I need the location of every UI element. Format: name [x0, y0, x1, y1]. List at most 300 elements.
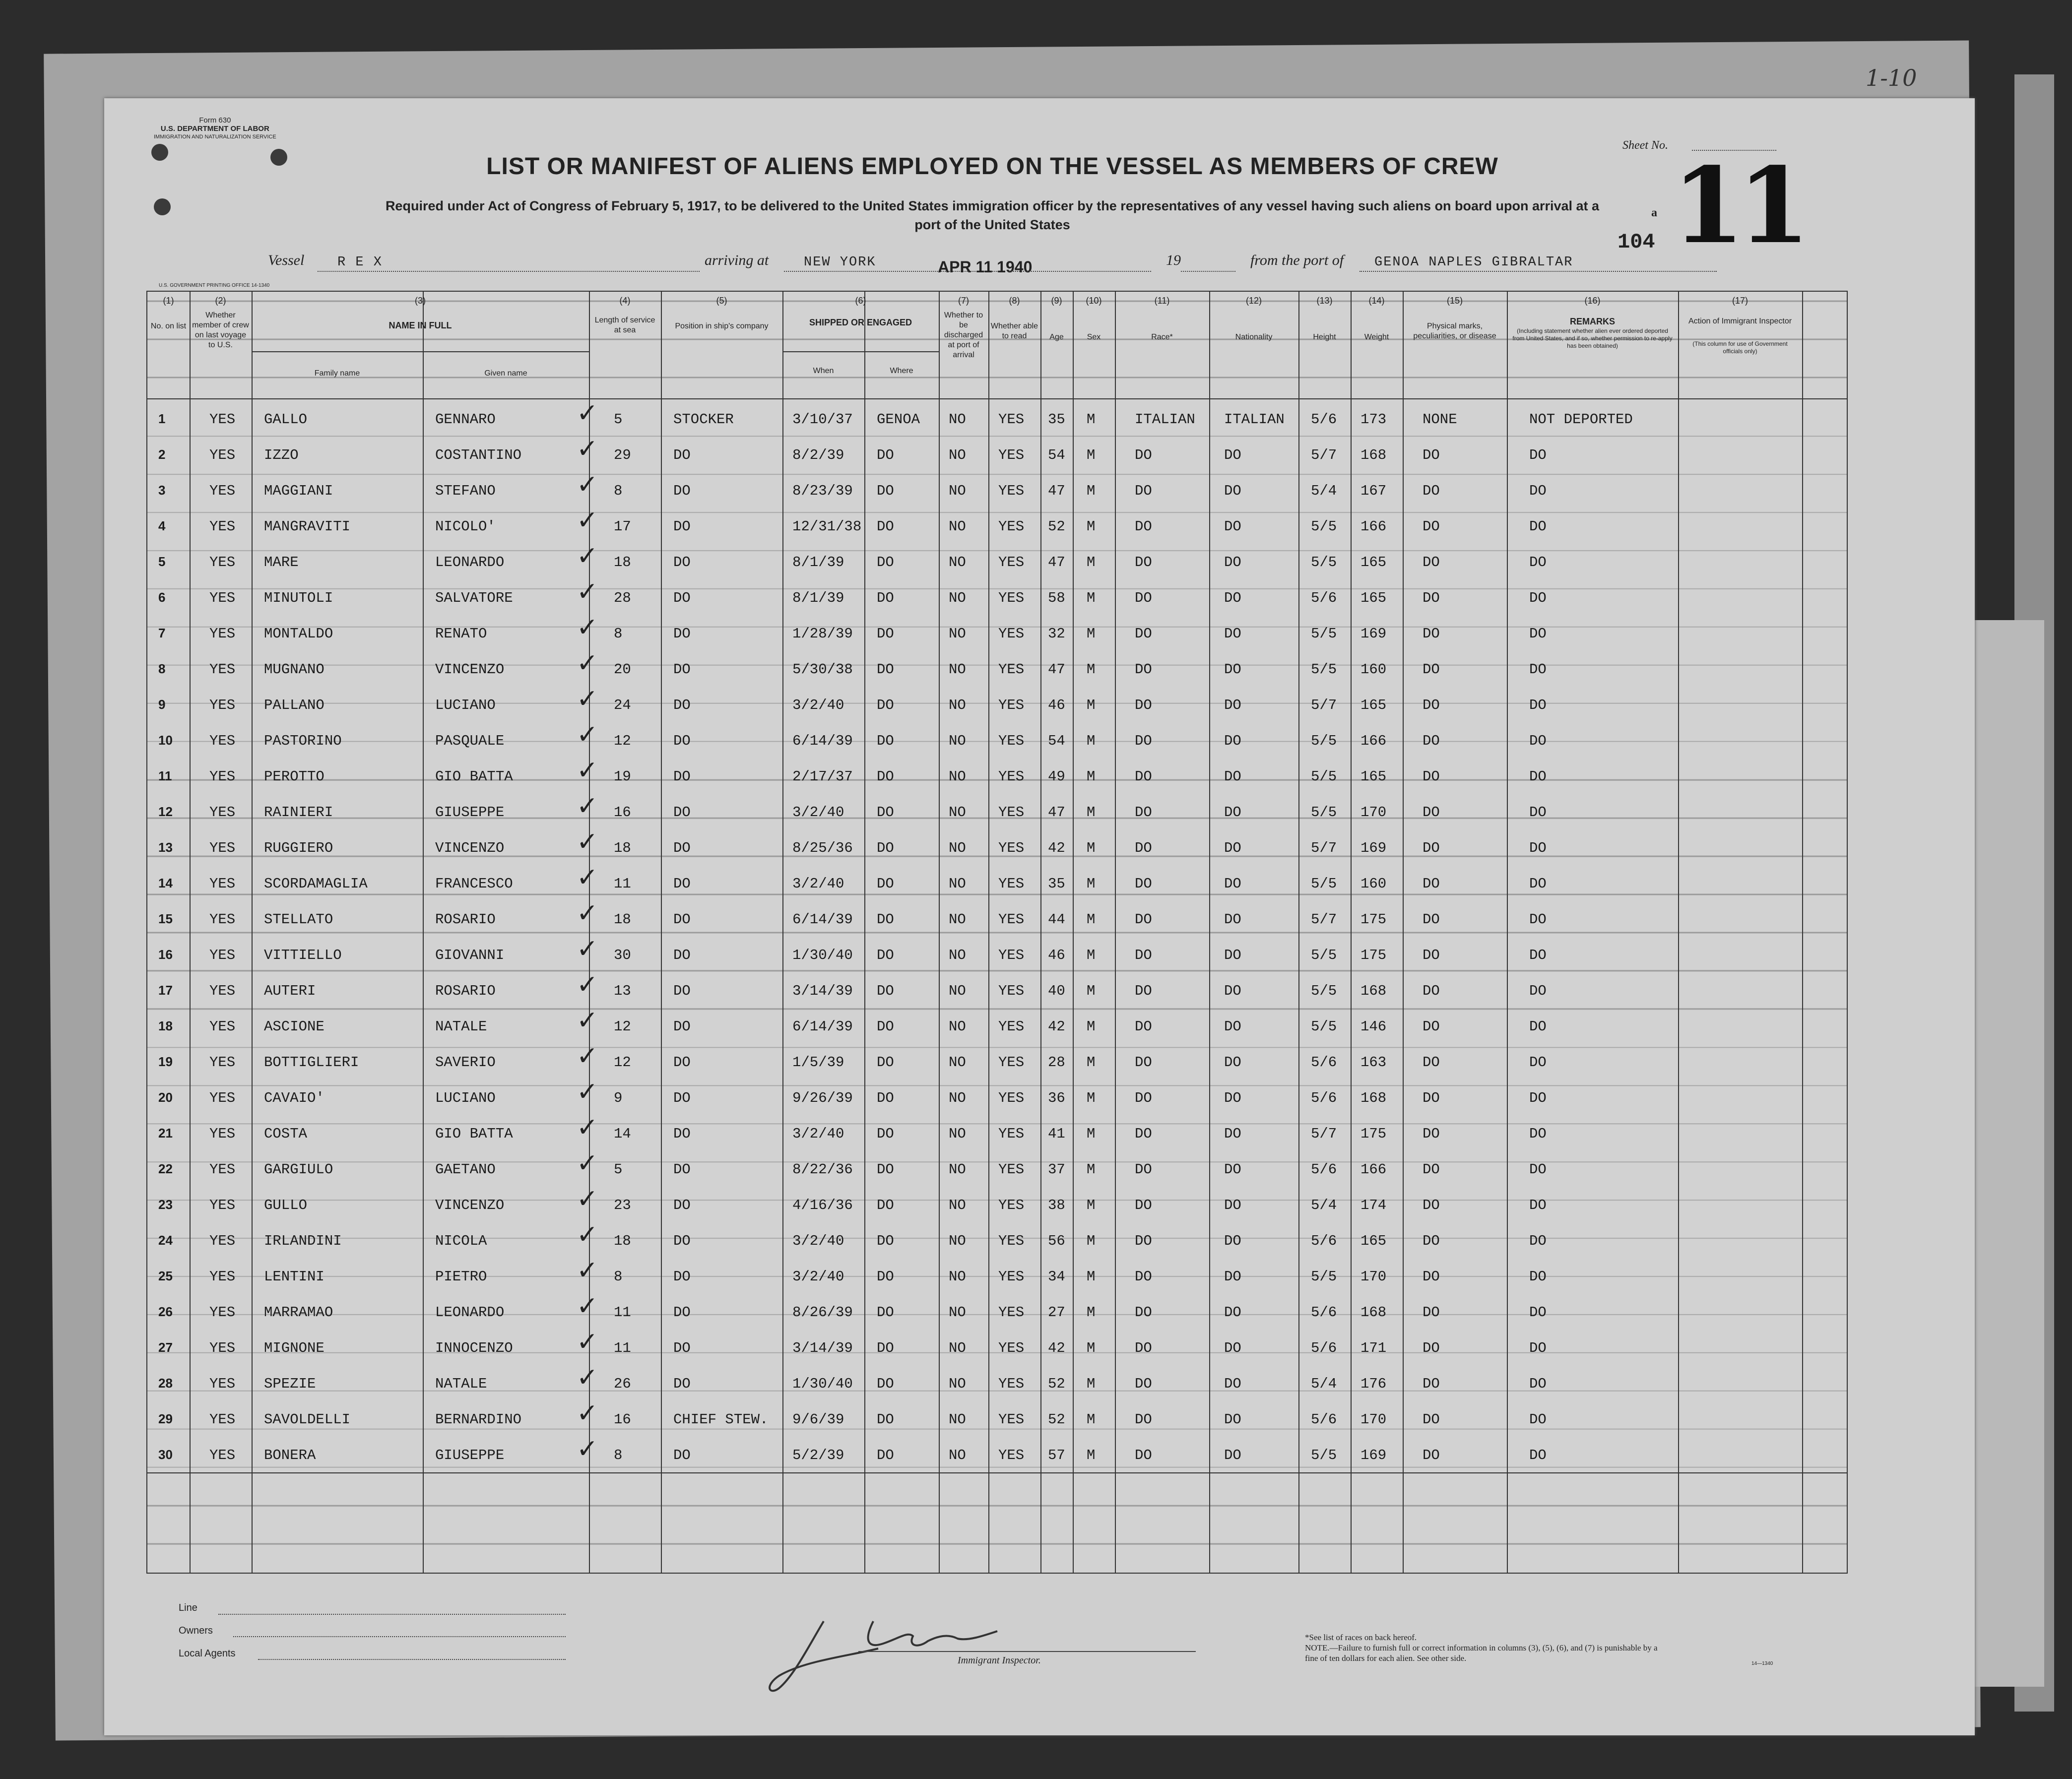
sex: M — [1087, 1376, 1096, 1392]
remarks: DO — [1529, 1126, 1547, 1142]
sex: M — [1087, 733, 1096, 749]
height: 5/5 — [1311, 947, 1337, 963]
discharged: NO — [949, 1090, 966, 1106]
shipped-where: DO — [877, 1054, 894, 1071]
race: DO — [1135, 1269, 1152, 1285]
discharged: NO — [949, 768, 966, 785]
date-line — [1007, 271, 1151, 272]
given-name: LUCIANO — [435, 1090, 496, 1106]
col-num-14: (14) — [1368, 296, 1385, 306]
nationality: DO — [1224, 1411, 1241, 1428]
remarks: DO — [1529, 876, 1547, 892]
check-mark-icon: ✓ — [577, 827, 598, 857]
shipped-where: DO — [877, 911, 894, 928]
footer-line-label: Line — [179, 1602, 197, 1613]
remarks: DO — [1529, 447, 1547, 463]
sex: M — [1087, 840, 1096, 856]
physical-marks: DO — [1423, 1161, 1440, 1178]
height: 5/6 — [1311, 1340, 1337, 1356]
shipped-where: DO — [877, 1197, 894, 1213]
weight: 170 — [1360, 1411, 1387, 1428]
check-mark-icon: ✓ — [577, 613, 598, 642]
able-to-read: YES — [998, 518, 1025, 535]
family-name: SAVOLDELLI — [264, 1411, 351, 1428]
check-mark-icon: ✓ — [577, 506, 598, 535]
crew-last-voyage: YES — [209, 1090, 236, 1106]
service-length: 26 — [614, 1376, 631, 1392]
row-number: 23 — [158, 1197, 173, 1212]
family-name: MARE — [264, 554, 299, 571]
height: 5/7 — [1311, 840, 1337, 856]
able-to-read: YES — [998, 1054, 1025, 1071]
family-name: RAINIERI — [264, 804, 333, 821]
weight: 169 — [1360, 1447, 1387, 1463]
discharged: NO — [949, 1197, 966, 1213]
stamp-number: 104 — [1618, 230, 1655, 254]
table-row — [147, 898, 1847, 937]
discharged: NO — [949, 447, 966, 463]
header-inspector-action: Action of Immigrant Inspector — [1688, 317, 1792, 325]
race: DO — [1135, 554, 1152, 571]
nationality: ITALIAN — [1224, 411, 1285, 428]
service-length: 8 — [614, 1447, 623, 1463]
col-num-10: (10) — [1086, 296, 1102, 306]
row-number: 15 — [158, 911, 173, 926]
header-nationality: Nationality — [1235, 333, 1273, 341]
race: DO — [1135, 1447, 1152, 1463]
height: 5/5 — [1311, 733, 1337, 749]
race: DO — [1135, 947, 1152, 963]
service-length: 11 — [614, 1340, 631, 1356]
row-number: 13 — [158, 840, 173, 855]
nationality: DO — [1224, 1304, 1241, 1321]
given-name: RENATO — [435, 626, 487, 642]
nationality: DO — [1224, 1054, 1241, 1071]
col-num-11: (11) — [1154, 296, 1170, 306]
header-discharged: Whether to be discharged at port of arrival — [944, 311, 983, 359]
height: 5/5 — [1311, 661, 1337, 678]
row-number: 3 — [158, 483, 166, 498]
service-length: 5 — [614, 411, 623, 428]
header-position: Position in ship's company — [675, 322, 769, 330]
position: DO — [673, 733, 691, 749]
physical-marks: DO — [1423, 804, 1440, 821]
remarks: DO — [1529, 1090, 1547, 1106]
physical-marks: DO — [1423, 1340, 1440, 1356]
crew-last-voyage: YES — [209, 697, 236, 713]
table-row — [147, 506, 1847, 544]
sheet-no-label: Sheet No. — [1622, 139, 1668, 152]
fine-note: NOTE.—Failure to furnish full or correct information in columns (3), (5), (6), and (7) is punishable by a fine of ten dollars for each alien. See other side. — [1305, 1643, 1658, 1663]
discharged: NO — [949, 554, 966, 571]
position: DO — [673, 840, 691, 856]
col-num-3: (3) — [415, 296, 426, 306]
sex: M — [1087, 1126, 1096, 1142]
sex: M — [1087, 1447, 1096, 1463]
able-to-read: YES — [998, 1018, 1025, 1035]
check-mark-icon: ✓ — [577, 898, 598, 928]
service-length: 13 — [614, 983, 631, 999]
height: 5/6 — [1311, 1161, 1337, 1178]
row-number: 30 — [158, 1447, 173, 1462]
table-row — [147, 1256, 1847, 1294]
nationality: DO — [1224, 1269, 1241, 1285]
handwritten-corner-note: 1-10 — [1866, 64, 1917, 91]
table-row — [147, 470, 1847, 508]
given-name: VINCENZO — [435, 840, 505, 856]
weight: 174 — [1360, 1197, 1387, 1213]
nationality: DO — [1224, 1340, 1241, 1356]
age: 36 — [1048, 1090, 1065, 1106]
race: DO — [1135, 1161, 1152, 1178]
physical-marks: DO — [1423, 947, 1440, 963]
remarks: DO — [1529, 1411, 1547, 1428]
table-row — [147, 1220, 1847, 1258]
crew-last-voyage: YES — [209, 1340, 236, 1356]
given-name: SAVERIO — [435, 1054, 496, 1071]
crew-last-voyage: YES — [209, 1197, 236, 1213]
table-row — [147, 827, 1847, 865]
header-sex: Sex — [1087, 333, 1101, 341]
check-mark-icon: ✓ — [577, 791, 598, 821]
check-mark-icon: ✓ — [577, 970, 598, 1000]
crew-last-voyage: YES — [209, 554, 236, 571]
height: 5/4 — [1311, 1197, 1337, 1213]
weight: 170 — [1360, 1269, 1387, 1285]
race: DO — [1135, 840, 1152, 856]
able-to-read: YES — [998, 626, 1025, 642]
able-to-read: YES — [998, 411, 1025, 428]
physical-marks: DO — [1423, 661, 1440, 678]
sex: M — [1087, 411, 1096, 428]
family-name: MARRAMAO — [264, 1304, 333, 1321]
remarks: DO — [1529, 947, 1547, 963]
manifest-sheet — [104, 98, 1975, 1735]
col-num-2: (2) — [215, 296, 226, 306]
discharged: NO — [949, 1340, 966, 1356]
row-number: 7 — [158, 626, 166, 640]
shipped-where: DO — [877, 876, 894, 892]
able-to-read: YES — [998, 840, 1025, 856]
discharged: NO — [949, 1018, 966, 1035]
row-number: 18 — [158, 1018, 173, 1033]
shipped-when: 2/17/37 — [792, 768, 853, 785]
physical-marks: DO — [1423, 733, 1440, 749]
shipped-where: DO — [877, 1161, 894, 1178]
physical-marks: DO — [1423, 1233, 1440, 1249]
physical-marks: DO — [1423, 554, 1440, 571]
header-height: Height — [1313, 333, 1336, 341]
header-length-of-service: Length of service at sea — [594, 316, 655, 334]
check-mark-icon: ✓ — [577, 577, 598, 607]
shipped-when: 6/14/39 — [792, 1018, 853, 1035]
shipped-when: 1/30/40 — [792, 1376, 853, 1392]
crew-last-voyage: YES — [209, 1233, 236, 1249]
shipped-where: DO — [877, 1269, 894, 1285]
family-name: MANGRAVITI — [264, 518, 351, 535]
nationality: DO — [1224, 768, 1241, 785]
department-label: U.S. DEPARTMENT OF LABOR — [160, 125, 269, 133]
able-to-read: YES — [998, 697, 1025, 713]
given-name: LUCIANO — [435, 697, 496, 713]
height: 5/5 — [1311, 1018, 1337, 1035]
header-where: Where — [890, 367, 913, 375]
sex: M — [1087, 876, 1096, 892]
table-row — [147, 613, 1847, 651]
position: DO — [673, 447, 691, 463]
shipped-when: 6/14/39 — [792, 911, 853, 928]
able-to-read: YES — [998, 876, 1025, 892]
nationality: DO — [1224, 483, 1241, 499]
crew-last-voyage: YES — [209, 483, 236, 499]
table-row — [147, 1398, 1847, 1437]
service-length: 18 — [614, 911, 631, 928]
position: DO — [673, 1126, 691, 1142]
position: STOCKER — [673, 411, 734, 428]
weight: 168 — [1360, 1304, 1387, 1321]
remarks: DO — [1529, 590, 1547, 606]
shipped-when: 8/22/36 — [792, 1161, 853, 1178]
remarks: DO — [1529, 804, 1547, 821]
age: 56 — [1048, 1233, 1065, 1249]
row-number: 10 — [158, 733, 173, 748]
shipped-when: 3/2/40 — [792, 804, 844, 821]
race: ITALIAN — [1135, 411, 1195, 428]
weight: 168 — [1360, 1090, 1387, 1106]
service-length: 11 — [614, 1304, 631, 1321]
subtitle-line-2: port of the United States — [914, 217, 1070, 232]
form-label: Form 630 — [199, 116, 231, 125]
able-to-read: YES — [998, 983, 1025, 999]
sex: M — [1087, 1054, 1096, 1071]
race: DO — [1135, 983, 1152, 999]
shipped-when: 3/2/40 — [792, 1269, 844, 1285]
able-to-read: YES — [998, 947, 1025, 963]
service-length: 28 — [614, 590, 631, 606]
age: 28 — [1048, 1054, 1065, 1071]
table-row — [147, 1077, 1847, 1115]
check-mark-icon: ✓ — [577, 934, 598, 964]
crew-last-voyage: YES — [209, 1018, 236, 1035]
nationality: DO — [1224, 876, 1241, 892]
discharged: NO — [949, 1411, 966, 1428]
weight: 175 — [1360, 947, 1387, 963]
height: 5/5 — [1311, 554, 1337, 571]
able-to-read: YES — [998, 911, 1025, 928]
service-length: 8 — [614, 483, 623, 499]
col-num-7: (7) — [958, 296, 969, 306]
col-num-17: (17) — [1732, 296, 1748, 306]
race: DO — [1135, 876, 1152, 892]
header-when: When — [813, 367, 834, 375]
family-name: LENTINI — [264, 1269, 324, 1285]
service-length: 23 — [614, 1197, 631, 1213]
crew-last-voyage: YES — [209, 733, 236, 749]
crew-last-voyage: YES — [209, 1304, 236, 1321]
shipped-when: 1/5/39 — [792, 1054, 844, 1071]
weight: 168 — [1360, 447, 1387, 463]
check-mark-icon: ✓ — [577, 398, 598, 428]
header-inspector-note: (This column for use of Government officials only) — [1692, 340, 1788, 355]
table-row — [147, 541, 1847, 579]
nationality: DO — [1224, 697, 1241, 713]
service-length: 5 — [614, 1161, 623, 1178]
family-name: GARGIULO — [264, 1161, 333, 1178]
able-to-read: YES — [998, 1411, 1025, 1428]
check-mark-icon: ✓ — [577, 1077, 598, 1107]
age: 47 — [1048, 554, 1065, 571]
shipped-where: GENOA — [877, 411, 920, 428]
from-port-label: from the port of — [1250, 252, 1344, 268]
height: 5/5 — [1311, 983, 1337, 999]
table-row — [147, 863, 1847, 901]
able-to-read: YES — [998, 483, 1025, 499]
shipped-when: 3/2/40 — [792, 697, 844, 713]
race: DO — [1135, 590, 1152, 606]
shipped-where: DO — [877, 840, 894, 856]
shipped-when: 6/14/39 — [792, 733, 853, 749]
shipped-where: DO — [877, 697, 894, 713]
discharged: NO — [949, 983, 966, 999]
shipped-when: 9/6/39 — [792, 1411, 844, 1428]
weight: 170 — [1360, 804, 1387, 821]
row-number: 16 — [158, 947, 173, 962]
height: 5/6 — [1311, 590, 1337, 606]
given-name: ROSARIO — [435, 911, 496, 928]
sex: M — [1087, 947, 1096, 963]
family-name: ASCIONE — [264, 1018, 324, 1035]
vessel-name: R E X — [337, 255, 383, 270]
discharged: NO — [949, 1126, 966, 1142]
discharged: NO — [949, 1054, 966, 1071]
row-number: 11 — [158, 768, 172, 783]
page-title: LIST OR MANIFEST OF ALIENS EMPLOYED ON THE VESSEL AS MEMBERS OF CREW — [486, 153, 1498, 180]
shipped-when: 8/23/39 — [792, 483, 853, 499]
shipped-where: DO — [877, 1376, 894, 1392]
header-shipped-or-engaged: SHIPPED OR ENGAGED — [809, 318, 912, 327]
race: DO — [1135, 1090, 1152, 1106]
year-label: 19 — [1166, 252, 1181, 268]
nationality: DO — [1224, 733, 1241, 749]
crew-last-voyage: YES — [209, 1376, 236, 1392]
shipped-where: DO — [877, 1447, 894, 1463]
height: 5/7 — [1311, 697, 1337, 713]
service-length: 30 — [614, 947, 631, 963]
physical-marks: DO — [1423, 1054, 1440, 1071]
nationality: DO — [1224, 661, 1241, 678]
header-remarks-note: (Including statement whether alien ever ordered deported from United States, and if so, whether permission to re-apply has been obtained) — [1512, 327, 1673, 349]
given-name: GIUSEPPE — [435, 1447, 505, 1463]
form-identifier — [154, 116, 276, 141]
service-length: 19 — [614, 768, 631, 785]
crew-last-voyage: YES — [209, 876, 236, 892]
family-name: BOTTIGLIERI — [264, 1054, 359, 1071]
shipped-when: 3/2/40 — [792, 1126, 844, 1142]
shipped-when: 8/2/39 — [792, 447, 844, 463]
given-name: PASQUALE — [435, 733, 505, 749]
given-name: SALVATORE — [435, 590, 513, 606]
crew-last-voyage: YES — [209, 518, 236, 535]
remarks: DO — [1529, 518, 1547, 535]
family-name: RUGGIERO — [264, 840, 333, 856]
remarks: DO — [1529, 1054, 1547, 1071]
shipped-when: 12/31/38 — [792, 518, 862, 535]
row-number: 1 — [158, 411, 166, 426]
able-to-read: YES — [998, 804, 1025, 821]
given-name: GENNARO — [435, 411, 496, 428]
table-row — [147, 1327, 1847, 1365]
shipped-when: 9/26/39 — [792, 1090, 853, 1106]
weight: 171 — [1360, 1340, 1387, 1356]
service-length: 18 — [614, 840, 631, 856]
weight: 168 — [1360, 983, 1387, 999]
age: 54 — [1048, 733, 1065, 749]
given-name: GAETANO — [435, 1161, 496, 1178]
height: 5/7 — [1311, 447, 1337, 463]
able-to-read: YES — [998, 590, 1025, 606]
height: 5/6 — [1311, 411, 1337, 428]
given-name: BERNARDINO — [435, 1411, 522, 1428]
check-mark-icon: ✓ — [577, 470, 598, 500]
table-bottom-divider — [147, 1472, 1847, 1473]
able-to-read: YES — [998, 1090, 1025, 1106]
footer-notes — [1305, 1632, 1662, 1663]
given-name: ROSARIO — [435, 983, 496, 999]
nationality: DO — [1224, 1126, 1241, 1142]
header-family-name: Family name — [314, 369, 360, 378]
discharged: NO — [949, 411, 966, 428]
check-mark-icon: ✓ — [577, 1398, 598, 1428]
table-row — [147, 1006, 1847, 1044]
height: 5/5 — [1311, 804, 1337, 821]
able-to-read: YES — [998, 1161, 1025, 1178]
sex: M — [1087, 483, 1096, 499]
shipped-where: DO — [877, 554, 894, 571]
race: DO — [1135, 661, 1152, 678]
crew-last-voyage: YES — [209, 1411, 236, 1428]
physical-marks: DO — [1423, 518, 1440, 535]
able-to-read: YES — [998, 733, 1025, 749]
shipped-where: DO — [877, 983, 894, 999]
position: DO — [673, 804, 691, 821]
remarks: DO — [1529, 983, 1547, 999]
family-name: MINUTOLI — [264, 590, 333, 606]
shipped-when: 8/1/39 — [792, 590, 844, 606]
col-num-6: (6) — [855, 296, 866, 306]
given-name: GIUSEPPE — [435, 804, 505, 821]
table-row — [147, 1148, 1847, 1187]
discharged: NO — [949, 947, 966, 963]
age: 46 — [1048, 697, 1065, 713]
position: DO — [673, 1376, 691, 1392]
crew-last-voyage: YES — [209, 411, 236, 428]
table-row — [147, 434, 1847, 472]
race: DO — [1135, 697, 1152, 713]
shipped-where: DO — [877, 1090, 894, 1106]
given-name: NICOLO' — [435, 518, 496, 535]
shipped-where: DO — [877, 804, 894, 821]
sex: M — [1087, 911, 1096, 928]
position: DO — [673, 483, 691, 499]
remarks: DO — [1529, 626, 1547, 642]
table-row — [147, 1184, 1847, 1222]
check-mark-icon: ✓ — [577, 1184, 598, 1214]
physical-marks: DO — [1423, 1197, 1440, 1213]
remarks: DO — [1529, 1376, 1547, 1392]
shipped-where: DO — [877, 1304, 894, 1321]
position: DO — [673, 911, 691, 928]
inspector-signature-line — [858, 1651, 1196, 1652]
